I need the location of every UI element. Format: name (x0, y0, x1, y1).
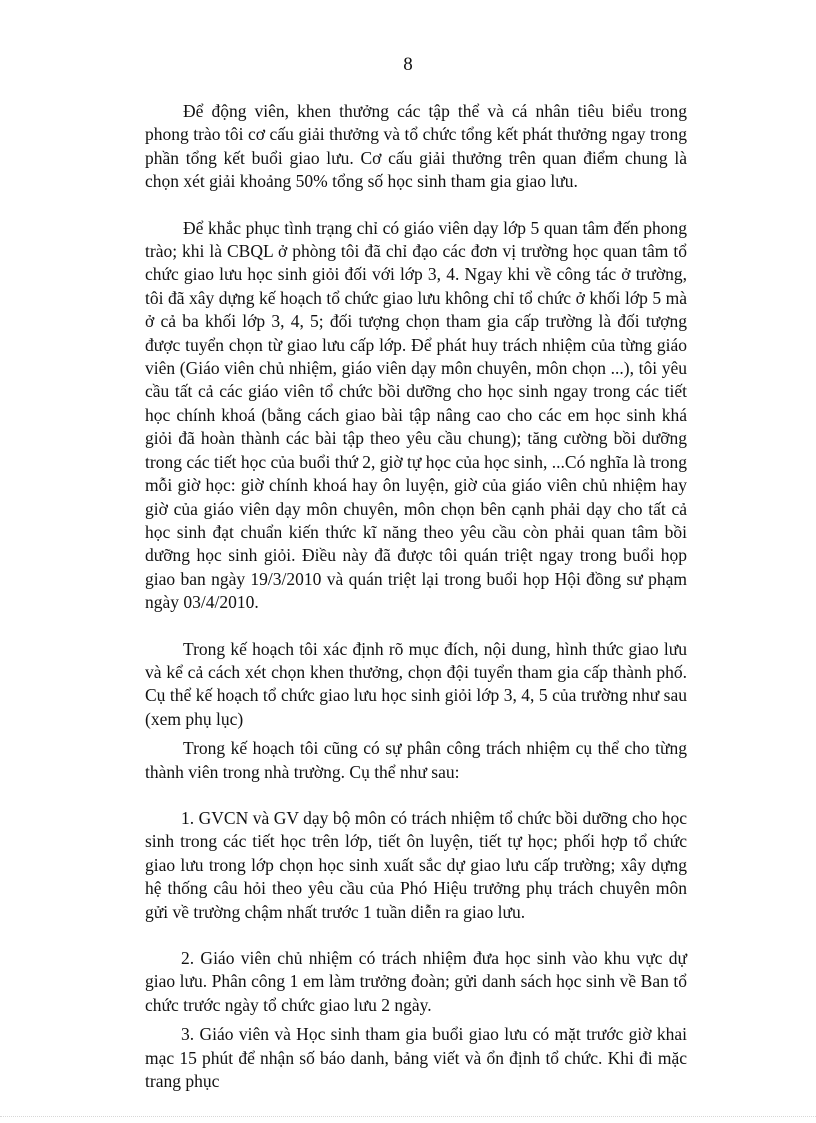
list-item-student-delegation: 2. Giáo viên chủ nhiệm có trách nhiệm đưa học sinh vào khu vực dự giao lưu. Phân công 1 em làm trưởng đoàn; gửi danh sách học sinh về Ban tổ chức trước ngày tổ chức giao lưu 2 ngày. (145, 948, 687, 1015)
list-item-homeroom-teachers: 1. GVCN và GV dạy bộ môn có trách nhiệm tổ chức bồi dưỡng cho học sinh trong các tiết học trên lớp, tiết ôn luyện, tiết tự học; phối hợp tổ chức giao lưu trong lớp chọn học sinh xuất sắc dự giao lưu cấp trường; xây dựng hệ thống câu hỏi theo yêu cầu của Phó Hiệu trưởng phụ trách chuyên môn gửi về trường chậm nhất trước 1 tuần diễn ra giao lưu. (145, 807, 687, 922)
paragraph-teacher-training: Để khắc phục tình trạng chỉ có giáo viên dạy lớp 5 quan tâm đến phong trào; khi là CBQL ở phòng tôi đã chỉ đạo các đơn vị trường học quan tâm tổ chức giao lưu học sinh giỏi đối với lớp 3, 4. Ngay khi về công tác ở trường, tôi đã xây dựng kế hoạch tổ chức giao lưu không chỉ tổ chức ở khối lớp 5 mà ở cả ba khối lớp 3, 4, 5; đối tượng chọn tham gia cấp trường là đối tượng được tuyển chọn từ giao lưu cấp lớp. Để phát huy trách nhiệm của từng giáo viên (Giáo viên chủ nhiệm, giáo viên dạy môn chuyên, môn chọn ...), tôi yêu cầu tất cả các giáo viên tổ chức bồi dưỡng cho học sinh ngay trong các tiết học chính khoá (bằng cách giao bài tập nâng cao cho các em học sinh khá giỏi đã hoàn thành các bài tập theo yêu cầu chung); tăng cường bồi dưỡng trong các tiết học của buổi thứ 2, giờ tự học của học sinh, ...Có nghĩa là trong mỗi giờ học: giờ chính khoá hay ôn luyện, giờ của giáo viên chủ nhiệm hay giờ của giáo viên dạy môn chuyên, môn chọn bên cạnh phải dạy cho tất cả học sinh đạt chuẩn kiến thức kĩ năng theo yêu cầu còn phải quan tâm bồi dưỡng học sinh giỏi. Điều này đã được tôi quán triệt ngay trong buổi họp giao ban ngày 19/3/2010 và quán triệt lại trong buổi họp Hội đồng sư phạm ngày 03/4/2010. (145, 217, 687, 613)
page-number: 8 (403, 54, 413, 75)
paragraph-responsibilities: Trong kế hoạch tôi cũng có sự phân công trách nhiệm cụ thể cho từng thành viên trong nhà trường. Cụ thể như sau: (145, 738, 687, 782)
paragraph-awards: Để động viên, khen thưởng các tập thể và cá nhân tiêu biểu trong phong trào tôi cơ cấu giải thưởng và tổ chức tổng kết phát thưởng ngay trong phần tổng kết buổi giao lưu. Cơ cấu giải thưởng trên quan điểm chung là chọn xét giải khoảng 50% tổng số học sinh tham gia giao lưu. (145, 101, 687, 192)
document-body (145, 100, 687, 1093)
list-item-attendance: 3. Giáo viên và Học sinh tham gia buổi giao lưu có mặt trước giờ khai mạc 15 phút để nhận số báo danh, bảng viết và ổn định tổ chức. Khi đi mặc trang phục (145, 1024, 687, 1092)
paragraph-plan-goals: Trong kế hoạch tôi xác định rõ mục đích, nội dung, hình thức giao lưu và kể cả cách xét chọn khen thưởng, chọn đội tuyển tham gia cấp thành phố. Cụ thể kế hoạch tổ chức giao lưu học sinh giỏi lớp 3, 4, 5 của trường như sau (xem phụ lục) (145, 638, 687, 729)
page-bottom-rule (0, 1116, 816, 1117)
